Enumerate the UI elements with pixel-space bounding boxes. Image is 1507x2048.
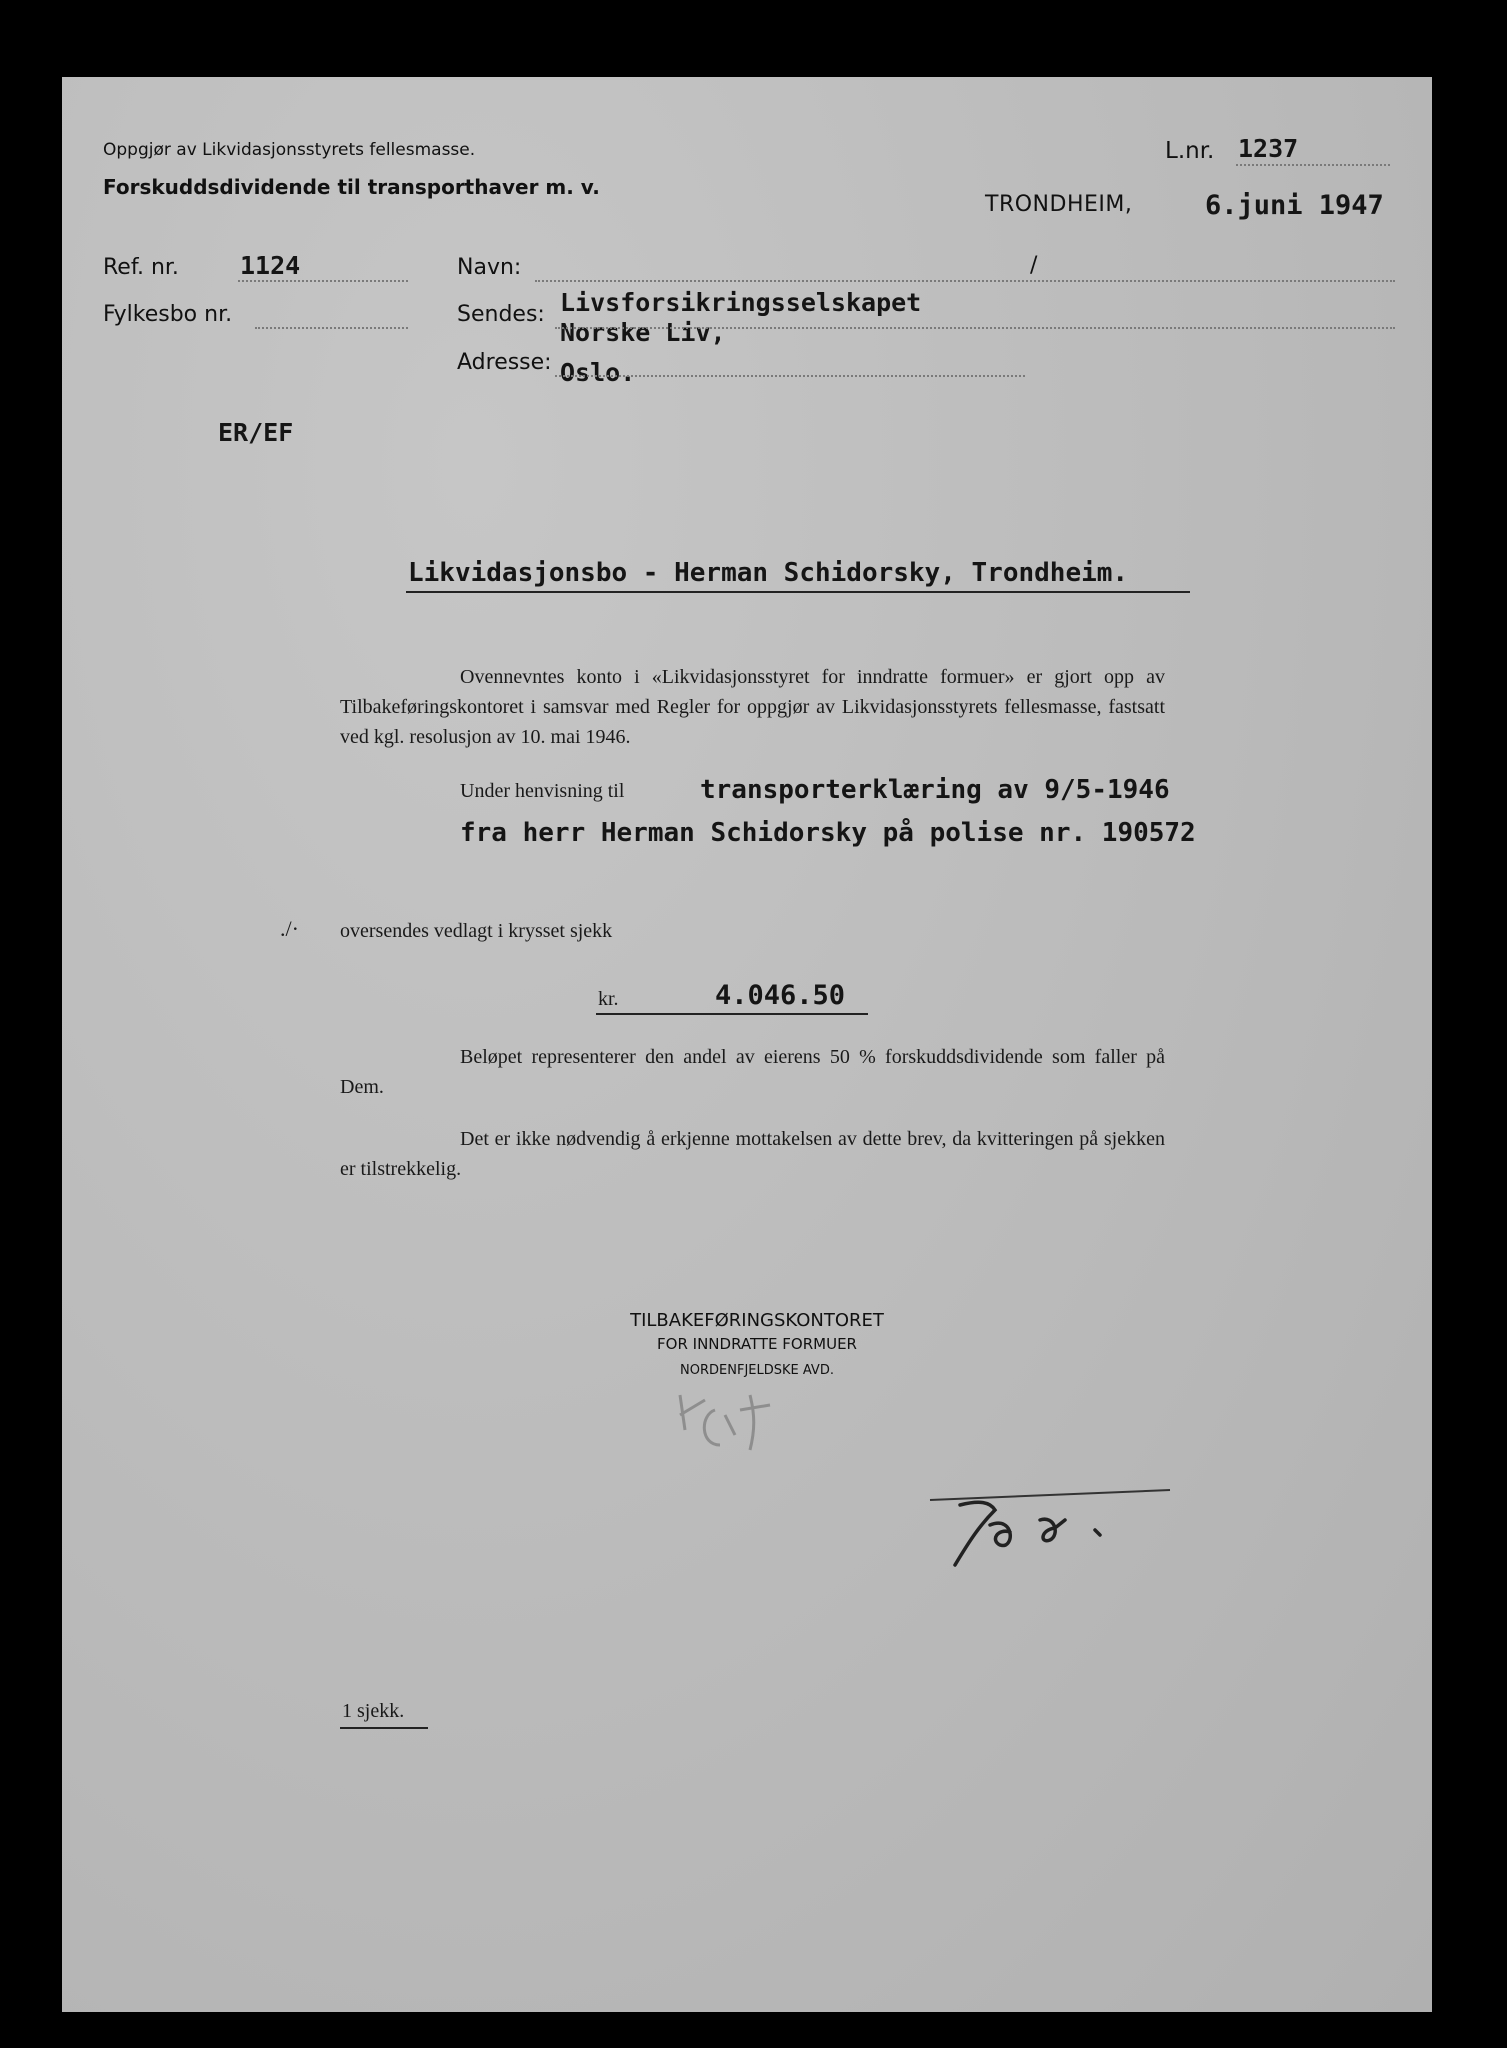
ref-label: Ref. nr. (103, 255, 179, 280)
ref-dotted-line (238, 280, 408, 282)
oversendes-line: oversendes vedlagt i krysset sjekk (340, 920, 613, 942)
henvisning-line1: transporterklæring av 9/5-1946 (700, 775, 1170, 805)
faint-stamp-initials (660, 1375, 820, 1465)
lnr-dotted-line (1236, 164, 1390, 166)
henvisning-prefix: Under henvisning til (460, 780, 625, 802)
paragraph-no-acknowledgement: Det er ikke nødvendig å erkjenne mottakelsen av dette brev, da kvitteringen på sjekken er tilstrekkelig. (340, 1128, 1165, 1180)
adresse-value: Oslo. (560, 358, 636, 387)
signature-org1: TILBAKEFØRINGSKONTORET (630, 1310, 884, 1331)
fylkesbo-label: Fylkesbo nr. (103, 302, 233, 327)
fylkesbo-dotted-line (255, 327, 408, 329)
adresse-label: Adresse: (457, 350, 552, 375)
navn-label: Navn: (457, 255, 522, 280)
amount-value: 4.046.50 (715, 980, 846, 1011)
header-line2: Forskuddsdividende til transporthaver m. v. (103, 175, 600, 199)
navn-mark: / (1030, 253, 1038, 278)
signature-org2: FOR INNDRATTE FORMUER (657, 1335, 857, 1353)
sendes-line1: Livsforsikringsselskapet (560, 288, 922, 317)
sendes-dotted-line (555, 327, 1395, 329)
paragraph-account-settled: Ovennevntes konto i «Likvidasjonsstyret for inndratte formuer» er gjort opp av Tilbakeføringskontoret i samsvar med Regler for oppgjør av Likvidasjonsstyrets fellesmasse, fastsatt ved kgl. resolusjon av 10. mai 1946. (340, 666, 1165, 748)
reference-initials: ER/EF (218, 418, 294, 447)
sendes-line2: Norske Liv, (560, 318, 726, 347)
sendes-label: Sendes: (457, 302, 545, 327)
handwritten-signature (920, 1480, 1180, 1590)
amount-underline (596, 1013, 868, 1015)
henvisning-line2: fra herr Herman Schidorsky på polise nr. 190572 (460, 818, 1196, 848)
enclosure-underline (340, 1727, 428, 1729)
check-mark: ./· (280, 916, 299, 941)
enclosure-note: 1 sjekk. (342, 1700, 405, 1722)
ref-value: 1124 (240, 251, 301, 280)
signature-org3: NORDENFJELDSKE AVD. (680, 1363, 834, 1378)
amount-label: kr. (598, 988, 619, 1010)
subject-line: Likvidasjonsbo - Herman Schidorsky, Trondheim. (408, 558, 1129, 588)
navn-dotted-line (535, 280, 1395, 282)
paragraph-dividend-share: Beløpet representerer den andel av eierens 50 % forskuddsdividende som faller på Dem. (340, 1046, 1165, 1098)
letter-date: 6.juni 1947 (1205, 190, 1384, 221)
city: TRONDHEIM, (985, 192, 1133, 217)
header-line1: Oppgjør av Likvidasjonsstyrets fellesmasse. (103, 140, 476, 160)
subject-underline (406, 591, 1190, 593)
lnr-label: L.nr. (1165, 138, 1215, 164)
adresse-dotted-line (555, 375, 1025, 377)
lnr-value: 1237 (1238, 134, 1299, 163)
